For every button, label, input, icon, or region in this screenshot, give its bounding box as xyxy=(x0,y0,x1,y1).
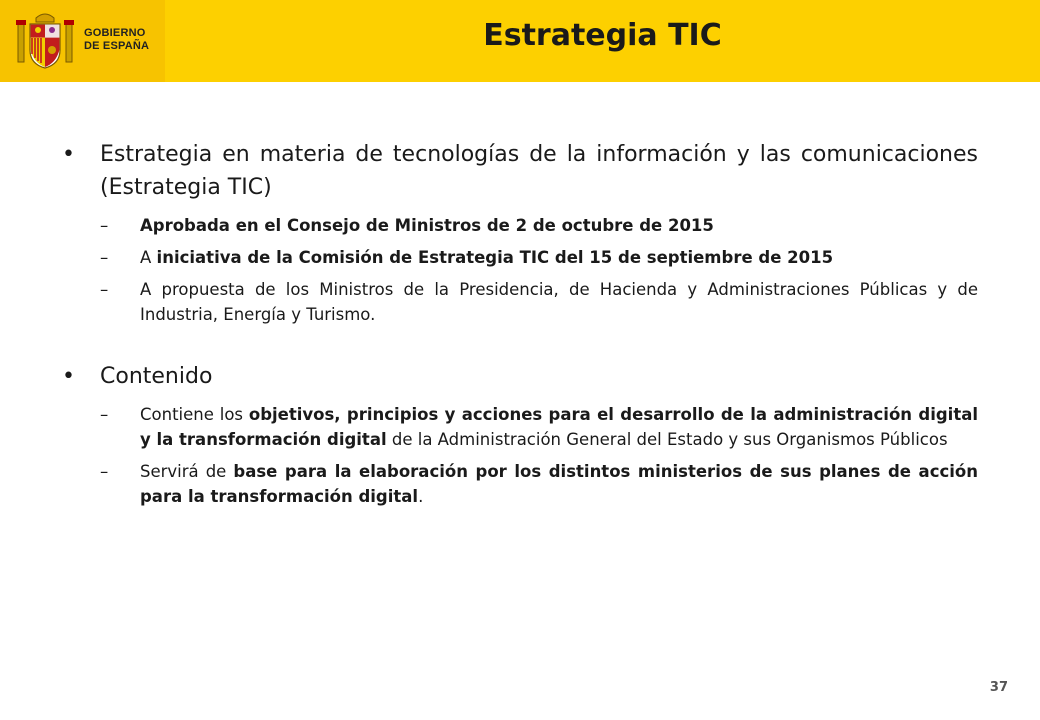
sub-bullet-item xyxy=(62,459,978,509)
header-band xyxy=(0,0,1040,82)
text-run: de la Administración General del Estado y sus Organismos Públicos xyxy=(386,430,948,449)
sub-bullet-item xyxy=(62,402,978,452)
dash-marker: – xyxy=(100,405,109,424)
sub-list xyxy=(62,402,978,509)
bold-text-run: objetivos, principios y acciones para el desarrollo de la administración digital y la transformación digital xyxy=(140,405,978,449)
logo-line-2: DE ESPAÑA xyxy=(84,40,150,52)
bullet-estrategia: • Estrategia en materia de tecnologías de la información y las comunicaciones (Estrategia TIC) xyxy=(62,138,978,204)
dash-marker: – xyxy=(100,216,109,235)
sub-bullet-item xyxy=(62,245,978,270)
bullet-contenido: • Contenido xyxy=(62,360,978,393)
slide-content xyxy=(62,138,978,516)
text-run: . xyxy=(418,487,424,506)
sub-bullet-item xyxy=(62,213,978,238)
sub-list xyxy=(62,213,978,327)
sub-bullet-item xyxy=(62,277,978,327)
text-run: Contiene los xyxy=(140,405,249,424)
bold-text-run: iniciativa de la Comisión de Estrategia TIC del 15 de septiembre de 2015 xyxy=(156,248,834,267)
dash-marker: – xyxy=(100,248,109,267)
text-run: A xyxy=(140,248,157,267)
text-run: Servirá de xyxy=(140,462,234,481)
logo-line-1: GOBIERNO xyxy=(84,27,146,39)
government-logo xyxy=(0,0,165,82)
bold-text-run: base para la elaboración por los distintos ministerios de sus planes de acción para la transformación digital xyxy=(140,462,978,506)
page-title: Estrategia TIC xyxy=(483,18,722,53)
dash-marker: – xyxy=(100,280,109,299)
page-number: 37 xyxy=(989,680,1008,695)
dash-marker: – xyxy=(100,462,109,481)
government-logo-text xyxy=(84,27,164,53)
coat-of-arms-icon xyxy=(14,10,76,72)
bold-text-run: Aprobada en el Consejo de Ministros de 2 de octubre de 2015 xyxy=(140,216,714,235)
text-run: A propuesta de los Ministros de la Presidencia, de Hacienda y Administraciones Públicas y de Industria, Energía y Turismo. xyxy=(140,280,978,324)
